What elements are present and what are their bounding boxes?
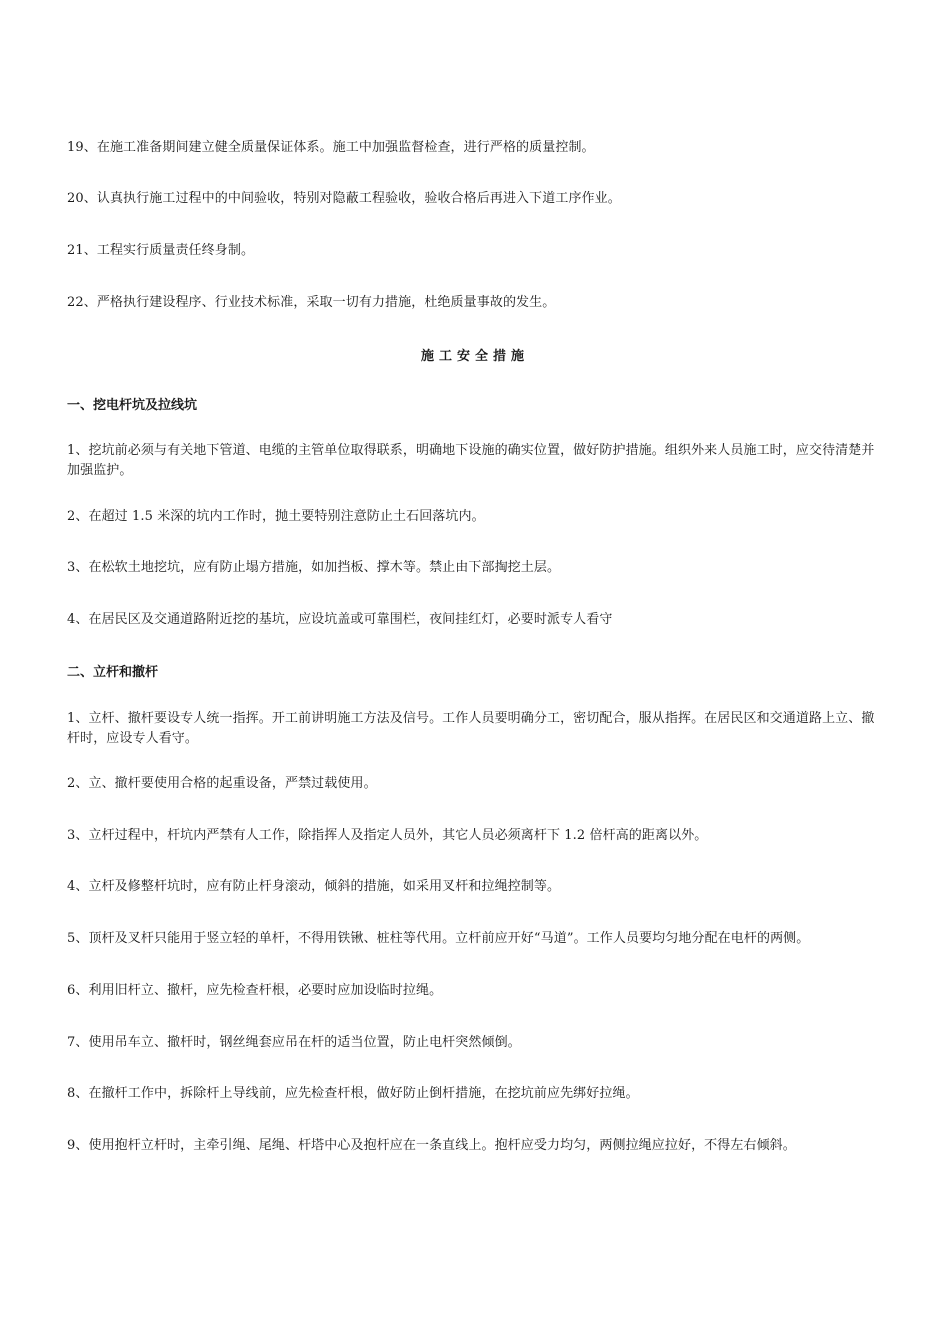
section1-item-4: 4、在居民区及交通道路附近挖的基坑，应设坑盖或可靠围栏，夜间挂红灯，必要时派专人看守	[67, 612, 613, 627]
quality-item-22: 22、严格执行建设程序、行业技术标准，采取一切有力措施，杜绝质量事故的发生。	[67, 295, 556, 310]
section2-item-5: 5、顶杆及叉杆只能用于竖立轻的单杆，不得用铁锹、桩柱等代用。立杆前应开好“马道”。工作人员要均匀地分配在电杆的两侧。	[67, 931, 810, 946]
section1-item-3: 3、在松软土地挖坑，应有防止塌方措施，如加挡板、撑木等。禁止由下部掏挖土层。	[67, 560, 561, 575]
quality-item-21: 21、工程实行质量责任终身制。	[67, 243, 255, 258]
section1-item-1: 1、挖坑前必须与有关地下管道、电缆的主管单位取得联系，明确地下设施的确实位置，做好防护措施。组织外来人员施工时，应交待清楚并加强监护。	[67, 443, 875, 478]
section2-item-1: 1、立杆、撤杆要设专人统一指挥。开工前讲明施工方法及信号。工作人员要明确分工，密切配合，服从指挥。在居民区和交通道路上立、撤杆时，应设专人看守。	[67, 711, 875, 746]
section1-item-2: 2、在超过 1.5 米深的坑内工作时，抛土要特别注意防止土石回落坑内。	[67, 509, 485, 524]
section1-heading: 一、挖电杆坑及拉线坑	[67, 398, 198, 413]
section2-item-6: 6、利用旧杆立、撤杆，应先检查杆根，必要时应加设临时拉绳。	[67, 983, 443, 998]
section2-item-4: 4、立杆及修整杆坑时，应有防止杆身滚动，倾斜的措施，如采用叉杆和拉绳控制等。	[67, 879, 561, 894]
quality-item-19: 19、在施工准备期间建立健全质量保证体系。施工中加强监督检查，进行严格的质量控制。	[67, 140, 595, 155]
section2-item-2: 2、立、撤杆要使用合格的起重设备，严禁过载使用。	[67, 776, 377, 791]
section2-item-3: 3、立杆过程中，杆坑内严禁有人工作，除指挥人及指定人员外，其它人员必须离杆下 1.2 倍杆高的距离以外。	[67, 828, 708, 843]
section2-item-9: 9、使用抱杆立杆时，主牵引绳、尾绳、杆塔中心及抱杆应在一条直线上。抱杆应受力均匀，两侧拉绳应拉好，不得左右倾斜。	[67, 1138, 796, 1153]
section2-item-7: 7、使用吊车立、撤杆时，钢丝绳套应吊在杆的适当位置，防止电杆突然倾倒。	[67, 1035, 521, 1050]
safety-title: 施工安全措施	[420, 349, 529, 364]
quality-item-20: 20、认真执行施工过程中的中间验收，特别对隐蔽工程验收，验收合格后再进入下道工序作业。	[67, 191, 621, 206]
section2-item-8: 8、在撤杆工作中，拆除杆上导线前，应先检查杆根，做好防止倒杆措施，在挖坑前应先绑好拉绳。	[67, 1086, 639, 1101]
section2-heading: 二、立杆和撤杆	[67, 665, 159, 680]
